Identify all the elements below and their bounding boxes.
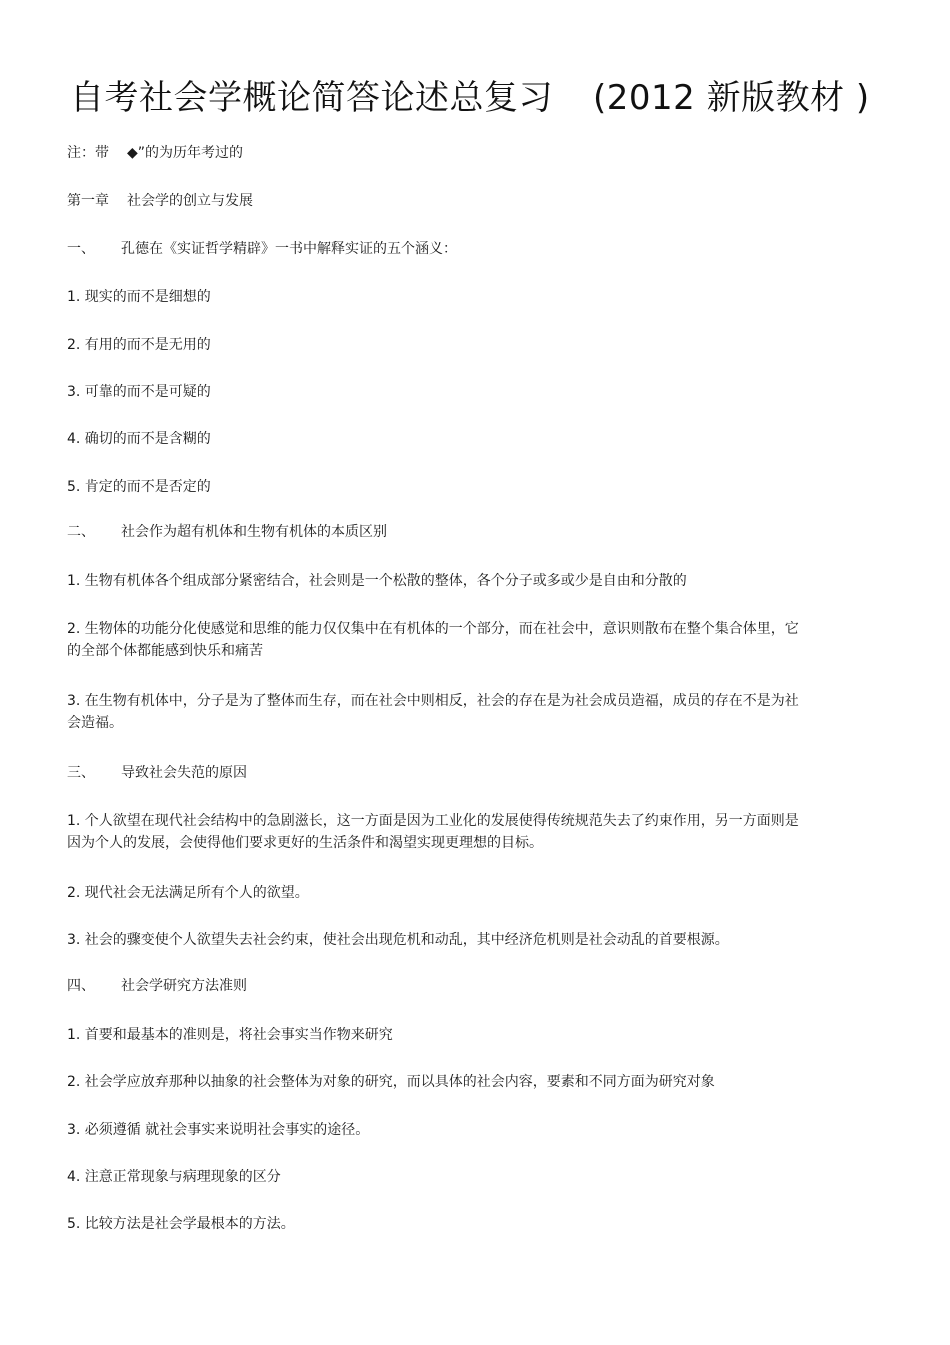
- section-number: 四、: [67, 978, 95, 994]
- list-item: 3. 在生物有机体中，分子是为了整体而生存，而在社会中则相反，社会的存在是为社会成员造福，成员的存在不是为社会造福。: [67, 693, 799, 731]
- list-item: 3. 可靠的而不是可疑的: [67, 384, 211, 400]
- list-item: 2. 社会学应放弃那种以抽象的社会整体为对象的研究，而以具体的社会内容，要素和不同方面为研究对象: [67, 1074, 715, 1090]
- document-title: [70, 74, 870, 122]
- section-number: 三、: [67, 765, 95, 781]
- list-item: 2. 生物体的功能分化使感觉和思维的能力仅仅集中在有机体的一个部分，而在社会中，意识则散布在整个集合体里，它的全部个体都能感到快乐和痛苦: [67, 621, 799, 659]
- section-heading-2: [67, 521, 387, 543]
- list-item: 2. 有用的而不是无用的: [67, 337, 211, 353]
- list-item: 1. 首要和最基本的准则是，将社会事实当作物来研究: [67, 1027, 393, 1043]
- section-heading-1: [67, 238, 457, 260]
- note-line: [67, 142, 243, 164]
- chapter-heading: [67, 190, 253, 212]
- list-item: 4. 确切的而不是含糊的: [67, 431, 211, 447]
- list-item: 1. 个人欲望在现代社会结构中的急剧滋长，这一方面是因为工业化的发展使得传统规范失去了约束作用，另一方面则是因为个人的发展，会使得他们要求更好的生活条件和渴望实现更理想的目标。: [67, 813, 799, 851]
- section-heading-3: [67, 762, 247, 784]
- section-title: 导致社会失范的原因: [121, 765, 247, 781]
- chapter-name: 社会学的创立与发展: [127, 193, 253, 209]
- list-item: 5. 比较方法是社会学最根本的方法。: [67, 1216, 295, 1232]
- list-item: 1. 生物有机体各个组成部分紧密结合，社会则是一个松散的整体，各个分子或多或少是自由和分散的: [67, 573, 687, 589]
- note-prefix: 注：带: [67, 145, 109, 161]
- chapter-label: 第一章: [67, 193, 109, 209]
- list-item: 4. 注意正常现象与病理现象的区分: [67, 1169, 281, 1185]
- diamond-icon: ◆: [127, 145, 138, 161]
- section-number: 二、: [67, 524, 95, 540]
- section-title: 孔德在《实证哲学精辟》一书中解释实证的五个涵义：: [121, 241, 457, 257]
- section-title: 社会学研究方法准则: [121, 978, 247, 994]
- title-edition: (2012 新版教材 ): [593, 78, 870, 118]
- list-item: 3. 社会的骤变使个人欲望失去社会约束，使社会出现危机和动乱，其中经济危机则是社会动乱的首要根源。: [67, 932, 729, 948]
- note-suffix: ”的为历年考过的: [137, 145, 244, 161]
- section-number: 一、: [67, 241, 95, 257]
- title-main: 自考社会学概论简答论述总复习: [70, 78, 553, 118]
- list-item: 5. 肯定的而不是否定的: [67, 479, 211, 495]
- list-item: 2. 现代社会无法满足所有个人的欲望。: [67, 885, 309, 901]
- list-item: 1. 现实的而不是细想的: [67, 289, 211, 305]
- section-title: 社会作为超有机体和生物有机体的本质区别: [121, 524, 387, 540]
- list-item: 3. 必须遵循 就社会事实来说明社会事实的途径。: [67, 1122, 370, 1138]
- section-heading-4: [67, 975, 247, 997]
